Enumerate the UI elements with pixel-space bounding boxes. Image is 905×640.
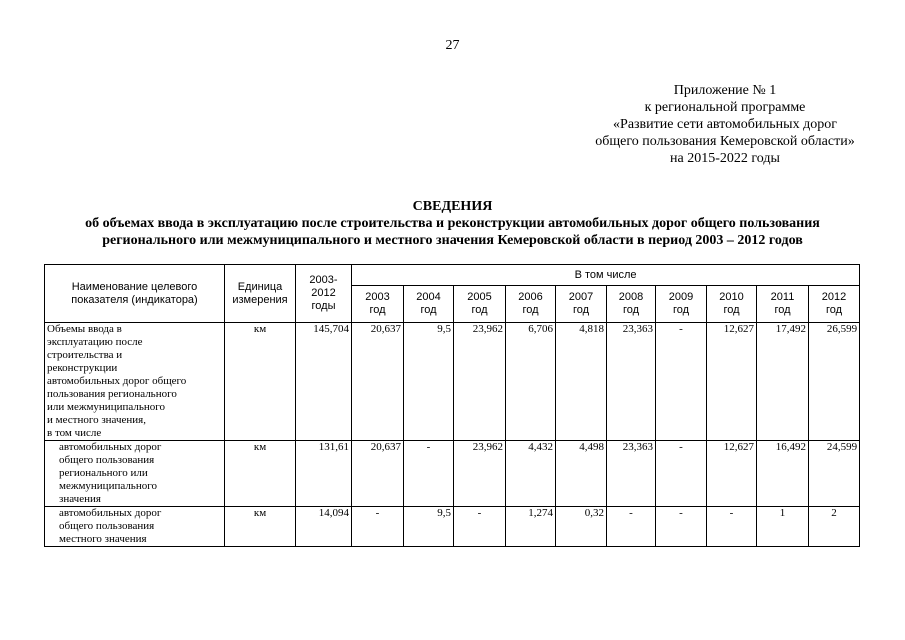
value-cell: 4,818 xyxy=(556,323,607,441)
header-year-suffix: год xyxy=(420,304,437,316)
header-year-suffix: год xyxy=(672,304,690,316)
value-cell: 20,637 xyxy=(352,323,404,441)
header-year-suffix: год xyxy=(774,304,791,316)
indicator-line: и местного значения, xyxy=(47,414,146,426)
title-heading: СВЕДЕНИЯ xyxy=(412,199,493,214)
indicator-cell xyxy=(45,507,225,547)
value-cell: 0,32 xyxy=(556,507,607,547)
value-cell: 16,492 xyxy=(757,441,809,507)
value-cell: 4,432 xyxy=(506,441,556,507)
header-including: В том числе xyxy=(352,265,860,286)
indicator-line: межмуниципального xyxy=(59,480,157,492)
value-cell: - xyxy=(656,507,707,547)
value-cell: 23,962 xyxy=(454,323,506,441)
value-cell: 12,627 xyxy=(707,323,757,441)
header-year-number: 2011 xyxy=(770,291,795,303)
indicator-line: местного значения xyxy=(59,533,147,545)
indicator-cell xyxy=(45,323,225,441)
header-year-number: 2009 xyxy=(668,291,694,303)
indicator-line: общего пользования xyxy=(59,454,155,466)
value-cell: - xyxy=(404,441,454,507)
table-row xyxy=(45,323,860,441)
header-year xyxy=(707,286,757,323)
title-line: регионального или межмуниципального и местного значения Кемеровской области в период 2003 – 2012 годов xyxy=(102,233,803,248)
header-unit: Единица измерения xyxy=(225,265,296,323)
data-table xyxy=(44,264,860,547)
header-year xyxy=(607,286,656,323)
indicator-line: строительства и xyxy=(47,349,123,361)
indicator-line: в том числе xyxy=(47,427,102,439)
value-cell: 9,5 xyxy=(404,507,454,547)
header-year-number: 2005 xyxy=(467,291,492,303)
value-cell: 23,363 xyxy=(607,323,656,441)
appendix-line: Приложение № 1 xyxy=(673,83,777,98)
total-cell: 131,61 xyxy=(296,441,352,507)
document-title xyxy=(30,198,875,249)
header-year-number: 2003 xyxy=(365,291,390,303)
table-row xyxy=(45,441,860,507)
header-year-suffix: год xyxy=(826,304,843,316)
header-year xyxy=(352,286,404,323)
header-year-suffix: год xyxy=(622,304,640,316)
header-year xyxy=(757,286,809,323)
value-cell: 23,363 xyxy=(607,441,656,507)
header-year xyxy=(506,286,556,323)
header-year-number: 2004 xyxy=(416,291,441,303)
indicator-line: автомобильных дорог общего xyxy=(47,375,187,387)
header-year-suffix: год xyxy=(572,304,590,316)
header-year-number: 2007 xyxy=(568,291,594,303)
value-cell: - xyxy=(656,441,707,507)
header-year-suffix: год xyxy=(522,304,539,316)
value-cell: - xyxy=(707,507,757,547)
header-indicator: Наименование целевого показателя (индикатора) xyxy=(45,265,225,323)
header-total: 2003-2012 годы xyxy=(296,265,352,323)
indicator-line: общего пользования xyxy=(59,520,155,532)
indicator-line: автомобильных дорог xyxy=(59,441,162,453)
indicator-line: пользования регионального xyxy=(47,388,177,400)
indicator-line: или межмуниципального xyxy=(47,401,165,413)
unit-cell: км xyxy=(225,441,296,507)
appendix-line: общего пользования Кемеровской области» xyxy=(595,134,855,149)
value-cell: 20,637 xyxy=(352,441,404,507)
appendix-note xyxy=(560,82,890,167)
header-year-suffix: год xyxy=(723,304,740,316)
page-number: 27 xyxy=(445,38,460,53)
value-cell: - xyxy=(352,507,404,547)
value-cell: 4,498 xyxy=(556,441,607,507)
appendix-line: «Развитие сети автомобильных дорог xyxy=(613,117,837,132)
header-year-suffix: год xyxy=(369,304,386,316)
indicator-line: Объемы ввода в xyxy=(47,323,122,335)
header-year xyxy=(404,286,454,323)
appendix-line: на 2015-2022 годы xyxy=(670,151,780,166)
header-year xyxy=(454,286,506,323)
indicator-cell xyxy=(45,441,225,507)
table-row xyxy=(45,507,860,547)
header-year xyxy=(809,286,860,323)
unit-cell: км xyxy=(225,323,296,441)
header-year-number: 2008 xyxy=(618,291,644,303)
header-year xyxy=(556,286,607,323)
value-cell: 26,599 xyxy=(809,323,860,441)
value-cell: 12,627 xyxy=(707,441,757,507)
value-cell: 6,706 xyxy=(506,323,556,441)
header-year xyxy=(656,286,707,323)
value-cell: 17,492 xyxy=(757,323,809,441)
indicator-line: автомобильных дорог xyxy=(59,507,162,519)
indicator-line: значения xyxy=(59,493,101,505)
header-year-suffix: год xyxy=(471,304,488,316)
value-cell: - xyxy=(454,507,506,547)
value-cell: 1 xyxy=(757,507,809,547)
value-cell: 23,962 xyxy=(454,441,506,507)
value-cell: 2 xyxy=(809,507,860,547)
header-year-number: 2006 xyxy=(518,291,543,303)
value-cell: 24,599 xyxy=(809,441,860,507)
total-cell: 145,704 xyxy=(296,323,352,441)
value-cell: - xyxy=(607,507,656,547)
value-cell: 9,5 xyxy=(404,323,454,441)
total-cell: 14,094 xyxy=(296,507,352,547)
title-line: об объемах ввода в эксплуатацию после строительства и реконструкции автомобильных дорог общего пользования xyxy=(85,216,820,231)
value-cell: - xyxy=(656,323,707,441)
indicator-line: реконструкции xyxy=(47,362,118,374)
indicator-line: регионального или xyxy=(59,467,148,479)
table-body xyxy=(45,323,860,547)
unit-cell: км xyxy=(225,507,296,547)
appendix-line: к региональной программе xyxy=(644,100,806,115)
header-year-number: 2012 xyxy=(821,291,847,303)
value-cell: 1,274 xyxy=(506,507,556,547)
header-year-number: 2010 xyxy=(719,291,744,303)
indicator-line: эксплуатацию после xyxy=(47,336,143,348)
